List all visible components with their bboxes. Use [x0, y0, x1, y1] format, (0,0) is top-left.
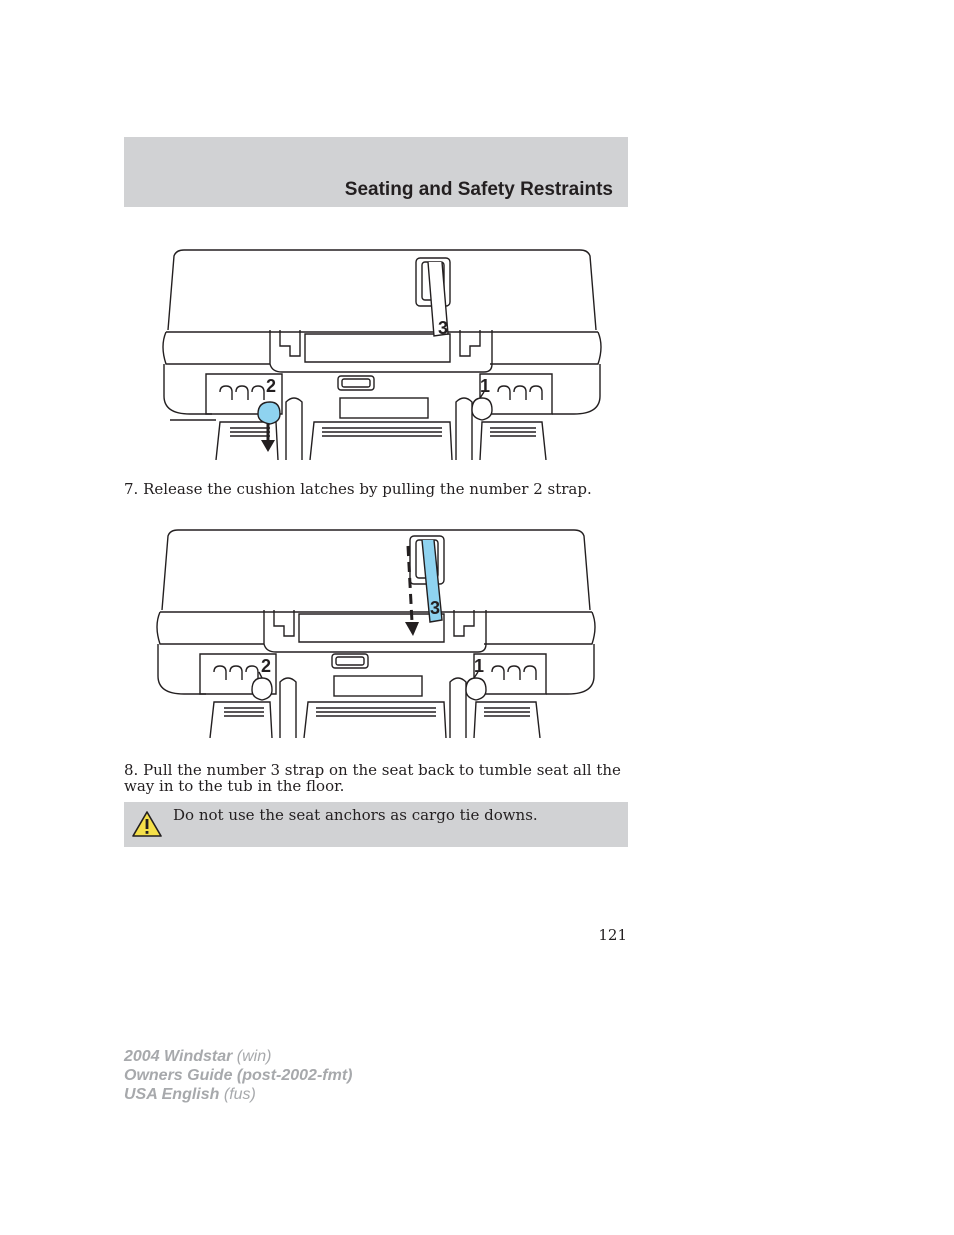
seat-illustration-1: [150, 246, 610, 460]
strap-label-3: 3: [438, 318, 449, 338]
step-8-text: 8. Pull the number 3 strap on the seat back to tumble seat all the way in to the tub in the floor.: [124, 761, 621, 795]
strap-label-3: 3: [430, 598, 441, 618]
section-title: Seating and Safety Restraints: [344, 179, 613, 200]
warning-triangle-icon: [132, 810, 162, 838]
footer-model-code: (win): [236, 1048, 272, 1065]
footer: [124, 1047, 352, 1104]
footer-line-1: [124, 1047, 352, 1066]
strap-label-2: 2: [261, 656, 272, 676]
seat-illustration-2: [150, 526, 610, 738]
seat-figure-release-latches: [150, 246, 610, 460]
section-header-band: [124, 137, 628, 207]
warning-box: [124, 802, 628, 847]
warning-text: Do not use the seat anchors as cargo tie downs.: [173, 806, 538, 824]
page-number: 121: [598, 926, 627, 944]
footer-language-code: (fus): [223, 1086, 256, 1103]
seat-figure-tumble-seat: [150, 526, 610, 738]
footer-guide: Owners Guide (post-2002-fmt): [124, 1067, 353, 1084]
footer-line-2: [124, 1066, 352, 1085]
strap-label-2: 2: [266, 376, 277, 396]
strap-label-1: 1: [474, 656, 485, 676]
footer-line-3: [124, 1085, 352, 1104]
footer-language: USA English: [124, 1086, 220, 1103]
footer-model: 2004 Windstar: [124, 1048, 233, 1065]
strap-label-1: 1: [480, 376, 491, 396]
step-7-text: 7. Release the cushion latches by pulling the number 2 strap.: [124, 480, 592, 498]
